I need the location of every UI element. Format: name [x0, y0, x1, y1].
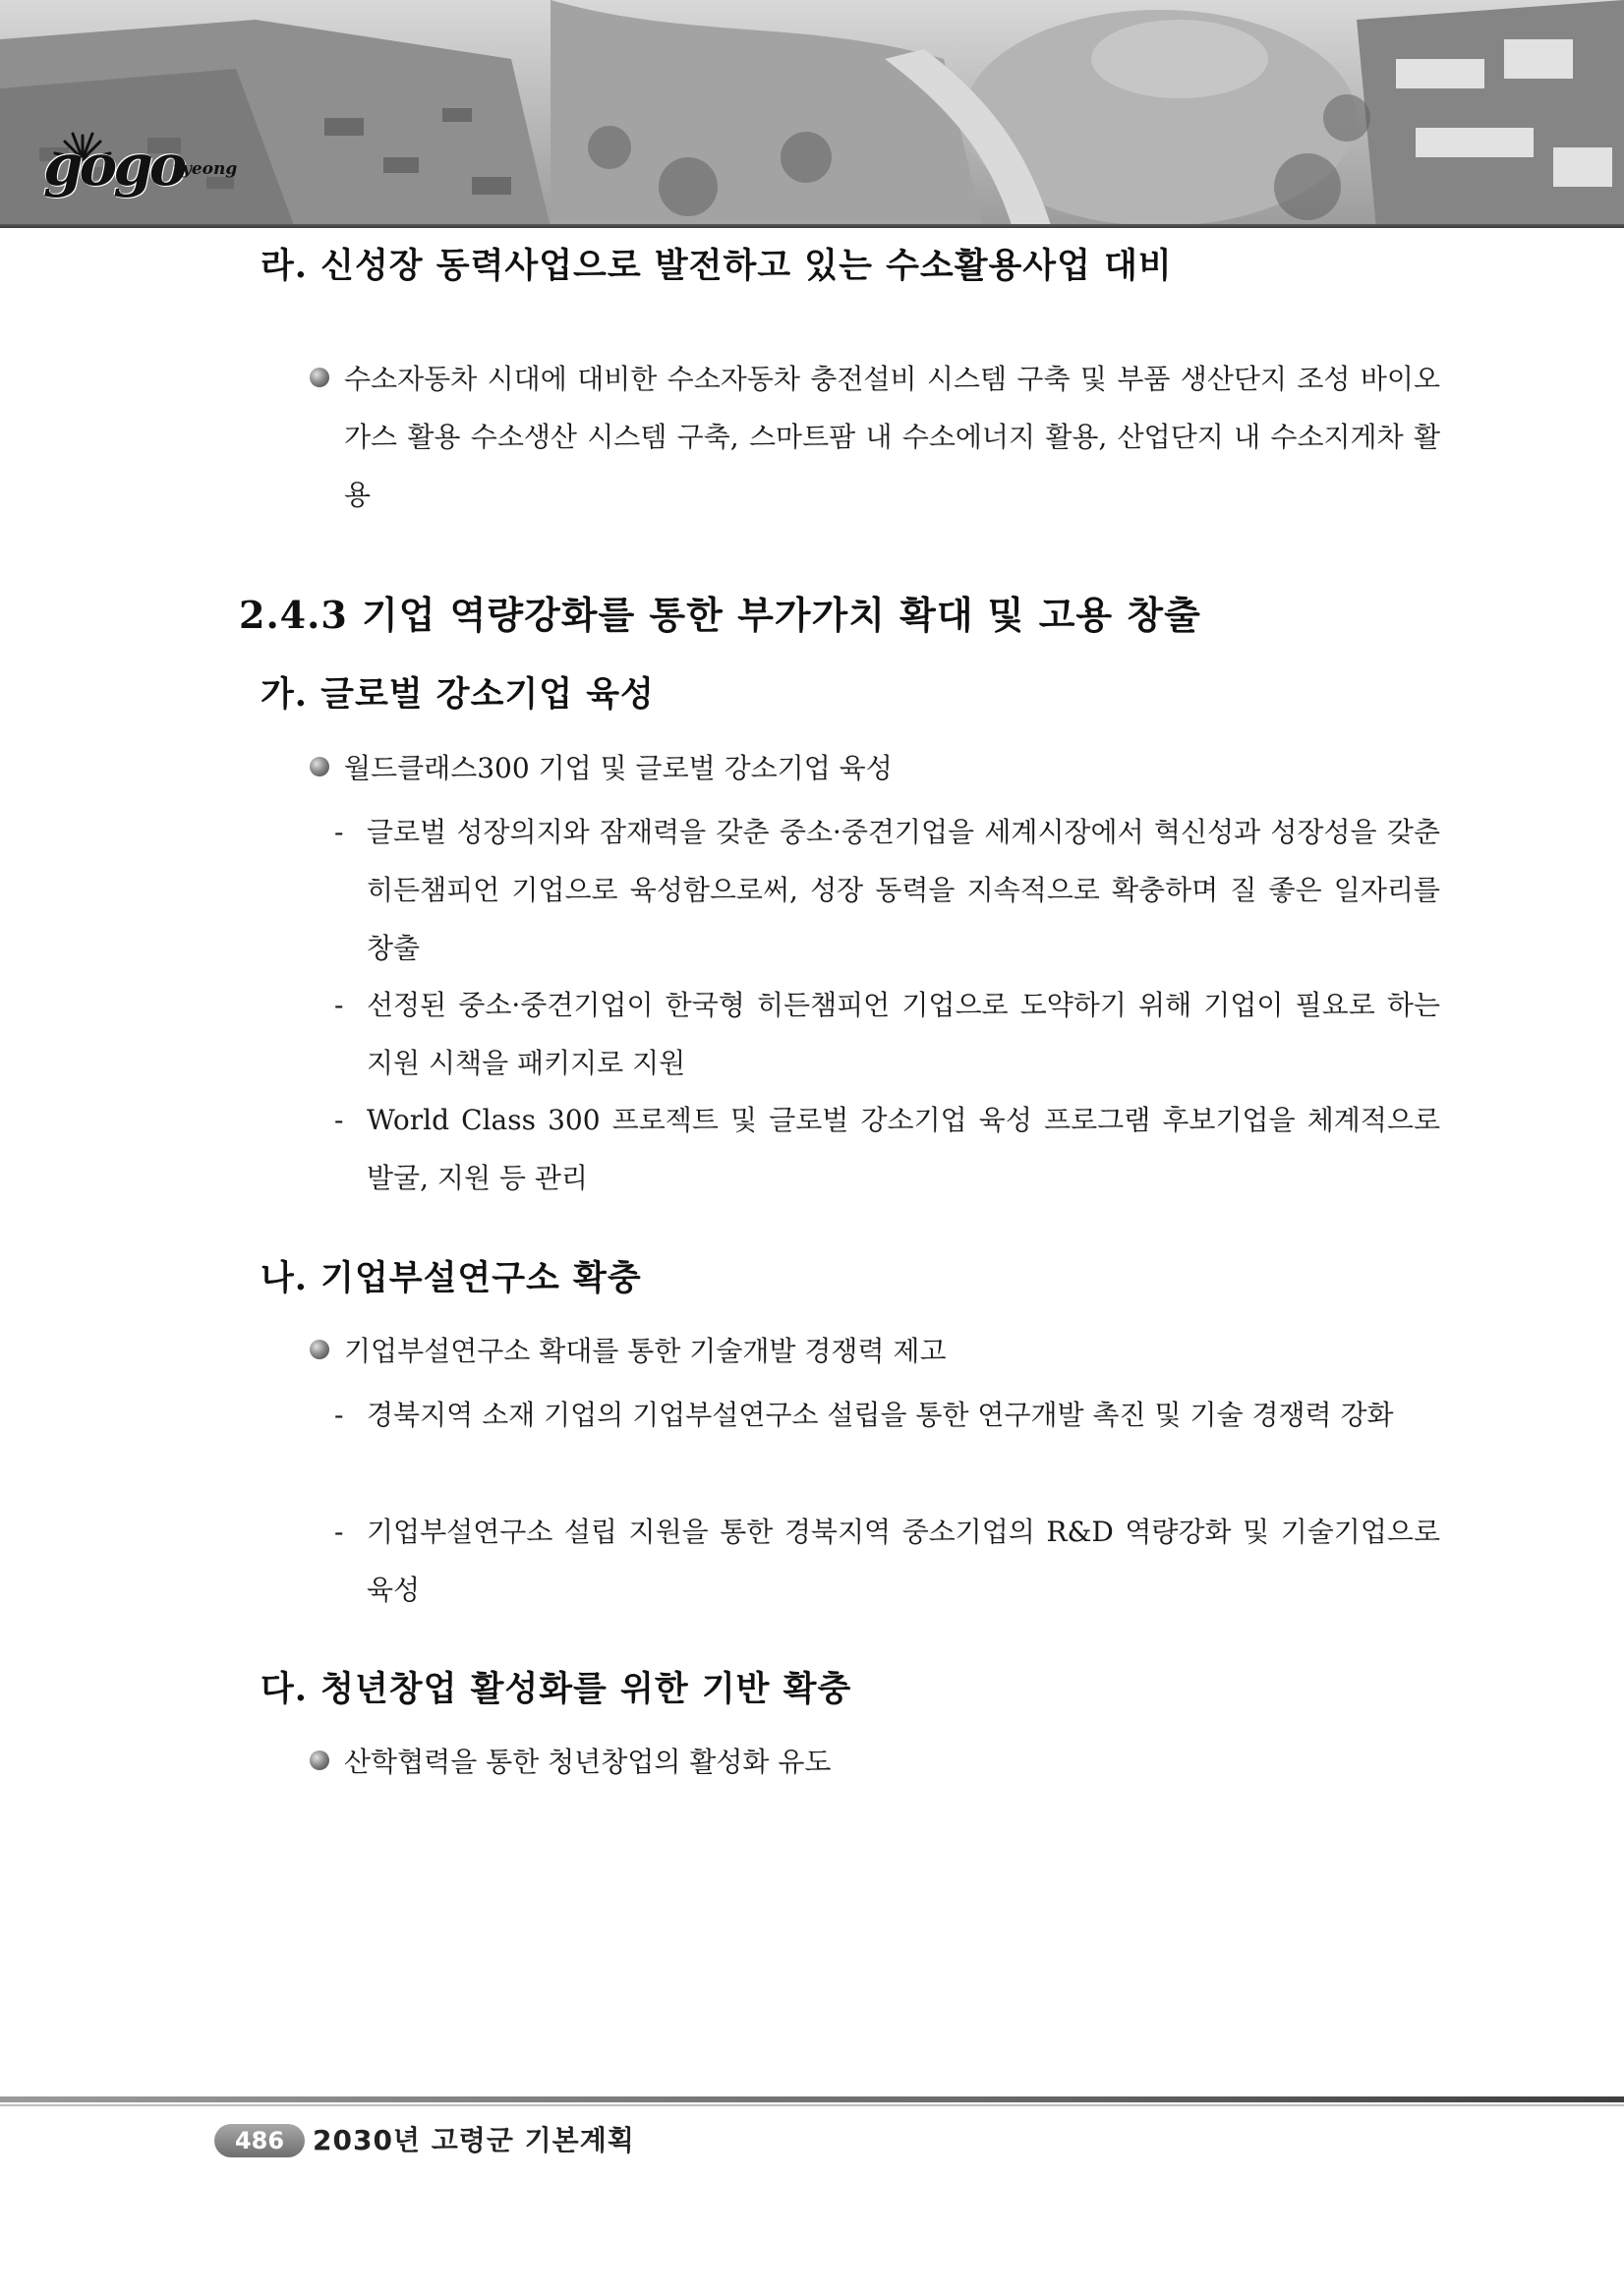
bullet-item — [310, 350, 1440, 524]
logo-subtext: ryeong — [173, 159, 238, 179]
dash-item — [334, 976, 1440, 1092]
dash-item — [334, 1503, 1440, 1619]
dash-item — [334, 1386, 1440, 1444]
dash-mark: - — [334, 1399, 344, 1431]
dash-item — [334, 803, 1440, 977]
footer-rule-thin — [0, 2104, 1624, 2106]
gray-sphere-bullet-icon — [310, 757, 329, 776]
section-heading-da: 다. 청년창업 활성화를 위한 기반 확충 — [261, 1669, 852, 1709]
gray-sphere-bullet-icon — [310, 1751, 329, 1770]
gray-sphere-bullet-icon — [310, 368, 329, 387]
bullet-item — [310, 739, 1440, 797]
page-number: 486 — [214, 2124, 305, 2157]
dash-mark: - — [334, 816, 344, 848]
dash-text: 경북지역 소재 기업의 기업부설연구소 설립을 통한 연구개발 촉진 및 기술 경쟁력 강화 — [367, 1399, 1394, 1431]
dash-text: 글로벌 성장의지와 잠재력을 갖춘 중소·중견기업을 세계시장에서 혁신성과 성장성을 갖춘 히든챔피언 기업으로 육성함으로써, 성장 동력을 지속적으로 확충하며 질 좋은 일자리를 창출 — [367, 816, 1440, 964]
gray-sphere-bullet-icon — [310, 1340, 329, 1359]
section-heading-na: 나. 기업부설연구소 확충 — [261, 1258, 642, 1298]
bullet-text: 산학협력을 통한 청년창업의 활성화 유도 — [344, 1746, 832, 1778]
header-rule — [0, 224, 1624, 228]
subsection-heading-2-4-3: 2.4.3 기업 역량강화를 통한 부가가치 확대 및 고용 창출 — [239, 593, 1201, 637]
section-heading-ga: 가. 글로벌 강소기업 육성 — [261, 674, 655, 715]
bullet-item — [310, 1733, 1440, 1791]
logo-text: gogo — [43, 132, 184, 199]
footer-doc-title: 2030년 고령군 기본계획 — [313, 2124, 635, 2156]
dash-text: 선정된 중소·중견기업이 한국형 히든챔피언 기업으로 도약하기 위해 기업이 필요로 하는 지원 시책을 패키지로 지원 — [367, 989, 1440, 1079]
header-banner — [0, 0, 1624, 228]
bullet-text: 기업부설연구소 확대를 통한 기술개발 경쟁력 제고 — [344, 1335, 947, 1367]
section-heading-ra: 라. 신성장 동력사업으로 발전하고 있는 수소활용사업 대비 — [261, 246, 1173, 286]
dash-mark: - — [334, 1516, 344, 1548]
bullet-item — [310, 1322, 1440, 1380]
gogo-ryeong-logo — [43, 116, 240, 204]
dash-text: World Class 300 프로젝트 및 글로벌 강소기업 육성 프로그램 후보기업을 체계적으로 발굴, 지원 등 관리 — [367, 1104, 1440, 1194]
bullet-text: 월드클래스300 기업 및 글로벌 강소기업 육성 — [344, 752, 893, 784]
dash-item — [334, 1091, 1440, 1207]
aerial-landscape-photo — [0, 0, 1624, 228]
bullet-text: 수소자동차 시대에 대비한 수소자동차 충전설비 시스템 구축 및 부품 생산단지 조성 바이오가스 활용 수소생산 시스템 구축, 스마트팜 내 수소에너지 활용, 산업단지 내 수소지게차 활용 — [344, 363, 1440, 511]
dash-mark: - — [334, 989, 344, 1021]
dash-mark: - — [334, 1104, 344, 1136]
dash-text: 기업부설연구소 설립 지원을 통한 경북지역 중소기업의 R&D 역량강화 및 기술기업으로 육성 — [367, 1516, 1440, 1606]
footer-rule — [0, 2096, 1624, 2102]
